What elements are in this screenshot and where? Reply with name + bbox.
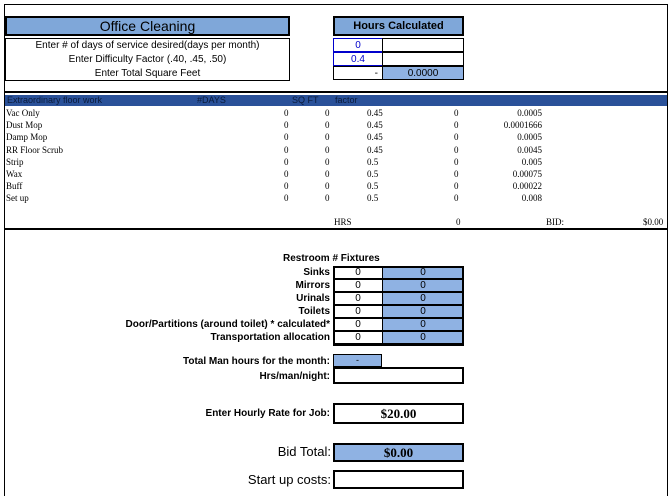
col-name-header: Extraordinary floor work: [7, 95, 103, 105]
right-border-bottom: [667, 230, 668, 496]
fixture-calculated: 0: [382, 292, 464, 305]
cell-sqft[interactable]: 0: [325, 108, 330, 118]
col-factor-header: factor: [335, 95, 358, 105]
cell-sqft[interactable]: 0: [325, 181, 330, 192]
floor-work-row: [0, 144, 672, 156]
cell-factor: 0.45: [367, 120, 383, 131]
fixture-input[interactable]: 0: [333, 279, 383, 292]
fixture-input[interactable]: 0: [333, 305, 383, 318]
page-title: Office Cleaning: [5, 16, 290, 36]
cell-hrs: 0: [454, 193, 459, 204]
cell-hrs: 0: [454, 120, 459, 131]
cell-factor: 0.45: [367, 132, 383, 143]
cell-days[interactable]: 0: [284, 181, 289, 192]
cell-days[interactable]: 0: [284, 193, 289, 204]
cell-sqft[interactable]: 0: [325, 156, 330, 167]
restroom-title: Restroom # Fixtures: [283, 253, 380, 264]
cell-name: Wax: [6, 169, 23, 179]
right-border-top: [667, 4, 668, 92]
fixture-input[interactable]: 0: [333, 331, 383, 344]
square-feet-label: Enter Total Square Feet: [94, 68, 201, 79]
hourly-rate-input[interactable]: $20.00: [333, 403, 464, 424]
cell-days[interactable]: 0: [284, 108, 289, 118]
fixture-calculated: 0: [382, 331, 464, 344]
fixture-input[interactable]: 0: [333, 292, 383, 305]
fixture-input[interactable]: 0: [333, 266, 383, 279]
cell-name: Set up: [6, 193, 29, 204]
section-divider-bottom: [4, 228, 668, 230]
cell-hrs: 0: [454, 169, 459, 179]
bid-total-value: $0.00: [333, 443, 464, 462]
floor-work-row: [0, 107, 672, 119]
cell-factor: 0.5: [367, 169, 379, 179]
floor-work-row: [0, 180, 672, 192]
floor-work-header: [5, 95, 668, 106]
cell-days[interactable]: 0: [284, 120, 289, 131]
fixture-label: Door/Partitions (around toilet) * calculated*: [125, 319, 330, 330]
col-sqft-header: SQ FT: [292, 95, 319, 105]
cell-factor: 0.5: [367, 181, 379, 192]
floor-work-row: [0, 131, 672, 143]
fixture-calculated: 0: [382, 318, 464, 331]
fixture-input[interactable]: 0: [333, 318, 383, 331]
fixture-label: Mirrors: [295, 280, 330, 291]
cell-name: RR Floor Scrub: [6, 144, 64, 155]
cell-hrs: 0: [454, 156, 459, 167]
cell-rate: 0.005: [521, 156, 542, 167]
floor-work-row: [0, 156, 672, 168]
fixture-calculated: 0: [382, 279, 464, 292]
cell-rate: 0.008: [521, 193, 542, 204]
hourly-rate-label: Enter Hourly Rate for Job:: [205, 408, 330, 419]
cell-sqft[interactable]: 0: [325, 144, 330, 155]
cell-rate: 0.0001666: [503, 120, 542, 131]
cell-name: Vac Only: [6, 108, 40, 118]
cell-hrs: 0: [454, 108, 459, 118]
man-hours-label: Total Man hours for the month:: [182, 356, 330, 367]
cell-rate: 0.0005: [517, 108, 542, 118]
fixture-label: Toilets: [298, 306, 330, 317]
fixture-label: Urinals: [296, 293, 330, 304]
difficulty-input[interactable]: 0.4: [333, 52, 383, 66]
cell-hrs: 0: [454, 144, 459, 155]
hrs-label: HRS: [334, 217, 352, 227]
days-label: Enter # of days of service desired(days per month): [35, 40, 260, 51]
top-border: [4, 4, 668, 5]
fixtures-frame: [333, 266, 464, 346]
floor-work-row: [0, 168, 672, 180]
fixture-label: Transportation allocation: [210, 332, 330, 343]
fixture-calculated: 0: [382, 305, 464, 318]
days-hours-cell: [382, 38, 464, 52]
difficulty-label: Enter Difficulty Factor (.40, .45, .50): [68, 54, 227, 65]
cell-sqft[interactable]: 0: [325, 169, 330, 179]
cell-factor: 0.5: [367, 193, 379, 204]
bid-value: $0.00: [643, 217, 664, 227]
hours-calculated-header: Hours Calculated: [333, 16, 464, 36]
cell-days[interactable]: 0: [284, 132, 289, 143]
computed-hours-cell: 0.0000: [382, 66, 464, 80]
section-divider-top: [4, 91, 668, 93]
man-hours-value: -: [333, 354, 382, 367]
hrs-man-night-field: [333, 367, 464, 384]
cell-rate: 0.0005: [517, 132, 542, 143]
cell-sqft[interactable]: 0: [325, 193, 330, 204]
cell-days[interactable]: 0: [284, 169, 289, 179]
difficulty-hours-cell: [382, 52, 464, 66]
bid-total-label: Bid Total:: [277, 444, 331, 459]
cell-hrs: 0: [454, 132, 459, 143]
square-feet-input[interactable]: -: [333, 66, 383, 80]
hrs-total: 0: [456, 217, 461, 227]
cell-name: Damp Mop: [6, 132, 48, 143]
fixture-label: Sinks: [303, 267, 330, 278]
cell-hrs: 0: [454, 181, 459, 192]
startup-costs-field[interactable]: [333, 470, 464, 489]
cell-name: Strip: [6, 156, 24, 167]
cell-sqft[interactable]: 0: [325, 132, 330, 143]
cell-rate: 0.0045: [517, 144, 542, 155]
cell-sqft[interactable]: 0: [325, 120, 330, 131]
days-input[interactable]: 0: [333, 38, 383, 52]
cell-factor: 0.45: [367, 144, 383, 155]
cell-rate: 0.00075: [512, 169, 542, 179]
cell-rate: 0.00022: [512, 181, 542, 192]
cell-name: Dust Mop: [6, 120, 43, 131]
floor-work-row: [0, 119, 672, 131]
col-days-header: #DAYS: [197, 95, 226, 105]
cell-days[interactable]: 0: [284, 144, 289, 155]
cell-name: Buff: [6, 181, 23, 192]
cell-factor: 0.5: [367, 156, 379, 167]
floor-work-row: [0, 192, 672, 204]
cell-days[interactable]: 0: [284, 156, 289, 167]
fixture-calculated: 0: [382, 266, 464, 279]
startup-costs-label: Start up costs:: [247, 472, 331, 487]
bid-label: BID:: [546, 217, 564, 227]
cell-factor: 0.45: [367, 108, 383, 118]
floor-work-total-row: [0, 216, 672, 228]
hrs-man-night-label: Hrs/man/night:: [259, 371, 330, 382]
